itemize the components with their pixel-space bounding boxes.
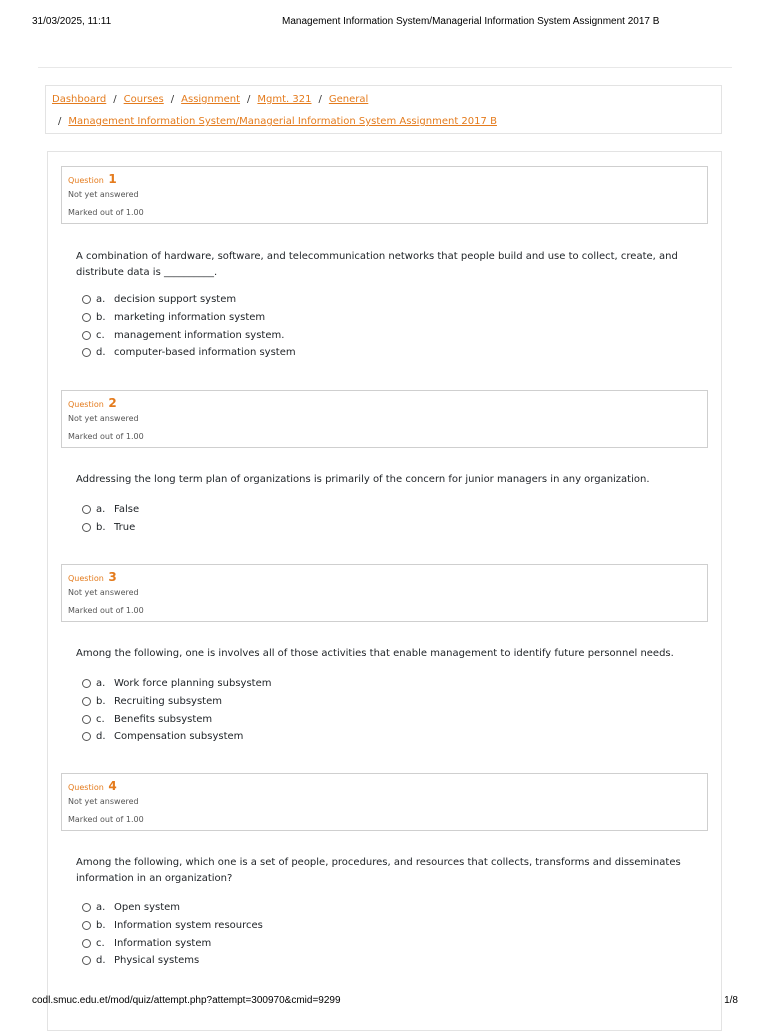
question-info <box>61 564 708 622</box>
radio-button[interactable] <box>82 732 91 741</box>
radio-button[interactable] <box>82 331 91 340</box>
breadcrumb-separator: / <box>113 94 117 105</box>
question-text: A combination of hardware, software, and telecommunication networks that people build and use to collect, create, and distribute data is __________. <box>76 251 678 278</box>
answer-list <box>82 899 682 970</box>
question-number: Question 1 <box>68 172 117 186</box>
radio-button[interactable] <box>82 939 91 948</box>
answer-option[interactable]: a. decision support system <box>82 291 682 309</box>
question-state: Not yet answered <box>68 588 139 597</box>
breadcrumb-separator: / <box>170 94 175 105</box>
question-state: Not yet answered <box>68 414 139 423</box>
question-info <box>61 773 708 831</box>
answer-option[interactable]: c. Benefits subsystem <box>82 710 682 728</box>
answer-option[interactable]: a. False <box>82 501 682 519</box>
answer-option[interactable]: a. Work force planning subsystem <box>82 675 682 693</box>
radio-button[interactable] <box>82 523 91 532</box>
answer-option[interactable]: b. True <box>82 519 682 537</box>
question-grade: Marked out of 1.00 <box>68 432 144 441</box>
answer-option[interactable]: d. Physical systems <box>82 952 682 970</box>
print-footer <box>32 995 738 1009</box>
answer-option[interactable]: b. marketing information system <box>82 309 682 327</box>
question-grade: Marked out of 1.00 <box>68 606 144 615</box>
answer-option[interactable]: c. management information system. <box>82 326 682 344</box>
answer-list <box>82 675 682 746</box>
radio-button[interactable] <box>82 505 91 514</box>
answer-option[interactable]: b. Information system resources <box>82 917 682 935</box>
question-number: Question 3 <box>68 570 117 584</box>
print-header <box>32 16 738 30</box>
question-grade: Marked out of 1.00 <box>68 815 144 824</box>
answer-option[interactable]: b. Recruiting subsystem <box>82 693 682 711</box>
question-grade: Marked out of 1.00 <box>68 208 144 217</box>
print-datetime: 31/03/2025, 11:11 <box>32 16 112 27</box>
page-number: 1/8 <box>724 995 738 1006</box>
radio-button[interactable] <box>82 921 91 930</box>
answer-option[interactable]: d. Compensation subsystem <box>82 728 682 746</box>
breadcrumb-separator: / <box>58 116 62 127</box>
breadcrumb-course-link[interactable]: Mgmt. 321 <box>257 94 312 105</box>
breadcrumb-courses-link[interactable]: Courses <box>123 94 164 105</box>
answer-list <box>82 501 682 536</box>
question-number: Question 2 <box>68 396 117 410</box>
question-info <box>61 390 708 448</box>
radio-button[interactable] <box>82 903 91 912</box>
radio-button[interactable] <box>82 295 91 304</box>
answer-option[interactable]: a. Open system <box>82 899 682 917</box>
answer-option[interactable]: c. Information system <box>82 934 682 952</box>
question-state: Not yet answered <box>68 797 139 806</box>
question-text: Among the following, one is involves all of those activities that enable management to identify future personnel needs. <box>76 648 674 659</box>
breadcrumb-separator: / <box>318 94 322 105</box>
breadcrumb-general-link[interactable]: General <box>328 94 369 105</box>
radio-button[interactable] <box>82 313 91 322</box>
breadcrumb-separator: / <box>247 94 251 105</box>
radio-button[interactable] <box>82 715 91 724</box>
radio-button[interactable] <box>82 348 91 357</box>
radio-button[interactable] <box>82 956 91 965</box>
radio-button[interactable] <box>82 679 91 688</box>
page-url: codl.smuc.edu.et/mod/quiz/attempt.php?attempt=300970&cmid=9299 <box>32 995 341 1006</box>
radio-button[interactable] <box>82 697 91 706</box>
breadcrumb-row <box>58 116 497 127</box>
question-state: Not yet answered <box>68 190 139 199</box>
answer-option[interactable]: d. computer-based information system <box>82 344 682 362</box>
breadcrumb <box>45 85 722 134</box>
breadcrumb-row <box>52 94 368 105</box>
question-text: Addressing the long term plan of organizations is primarily of the concern for junior managers in any organization. <box>76 474 650 485</box>
divider <box>38 67 732 68</box>
breadcrumb-assignment-link[interactable]: Assignment <box>181 94 241 105</box>
print-title: Management Information System/Managerial Information System Assignment 2017 B <box>282 16 660 27</box>
breadcrumb-dashboard-link[interactable]: Dashboard <box>52 94 107 105</box>
breadcrumb-current-link[interactable]: Management Information System/Managerial Information System Assignment 2017 B <box>68 116 497 127</box>
answer-list <box>82 291 682 362</box>
question-info <box>61 166 708 224</box>
question-number: Question 4 <box>68 779 117 793</box>
question-text: Among the following, which one is a set of people, procedures, and resources that collects, transforms and disseminates information in an organization? <box>76 857 681 884</box>
